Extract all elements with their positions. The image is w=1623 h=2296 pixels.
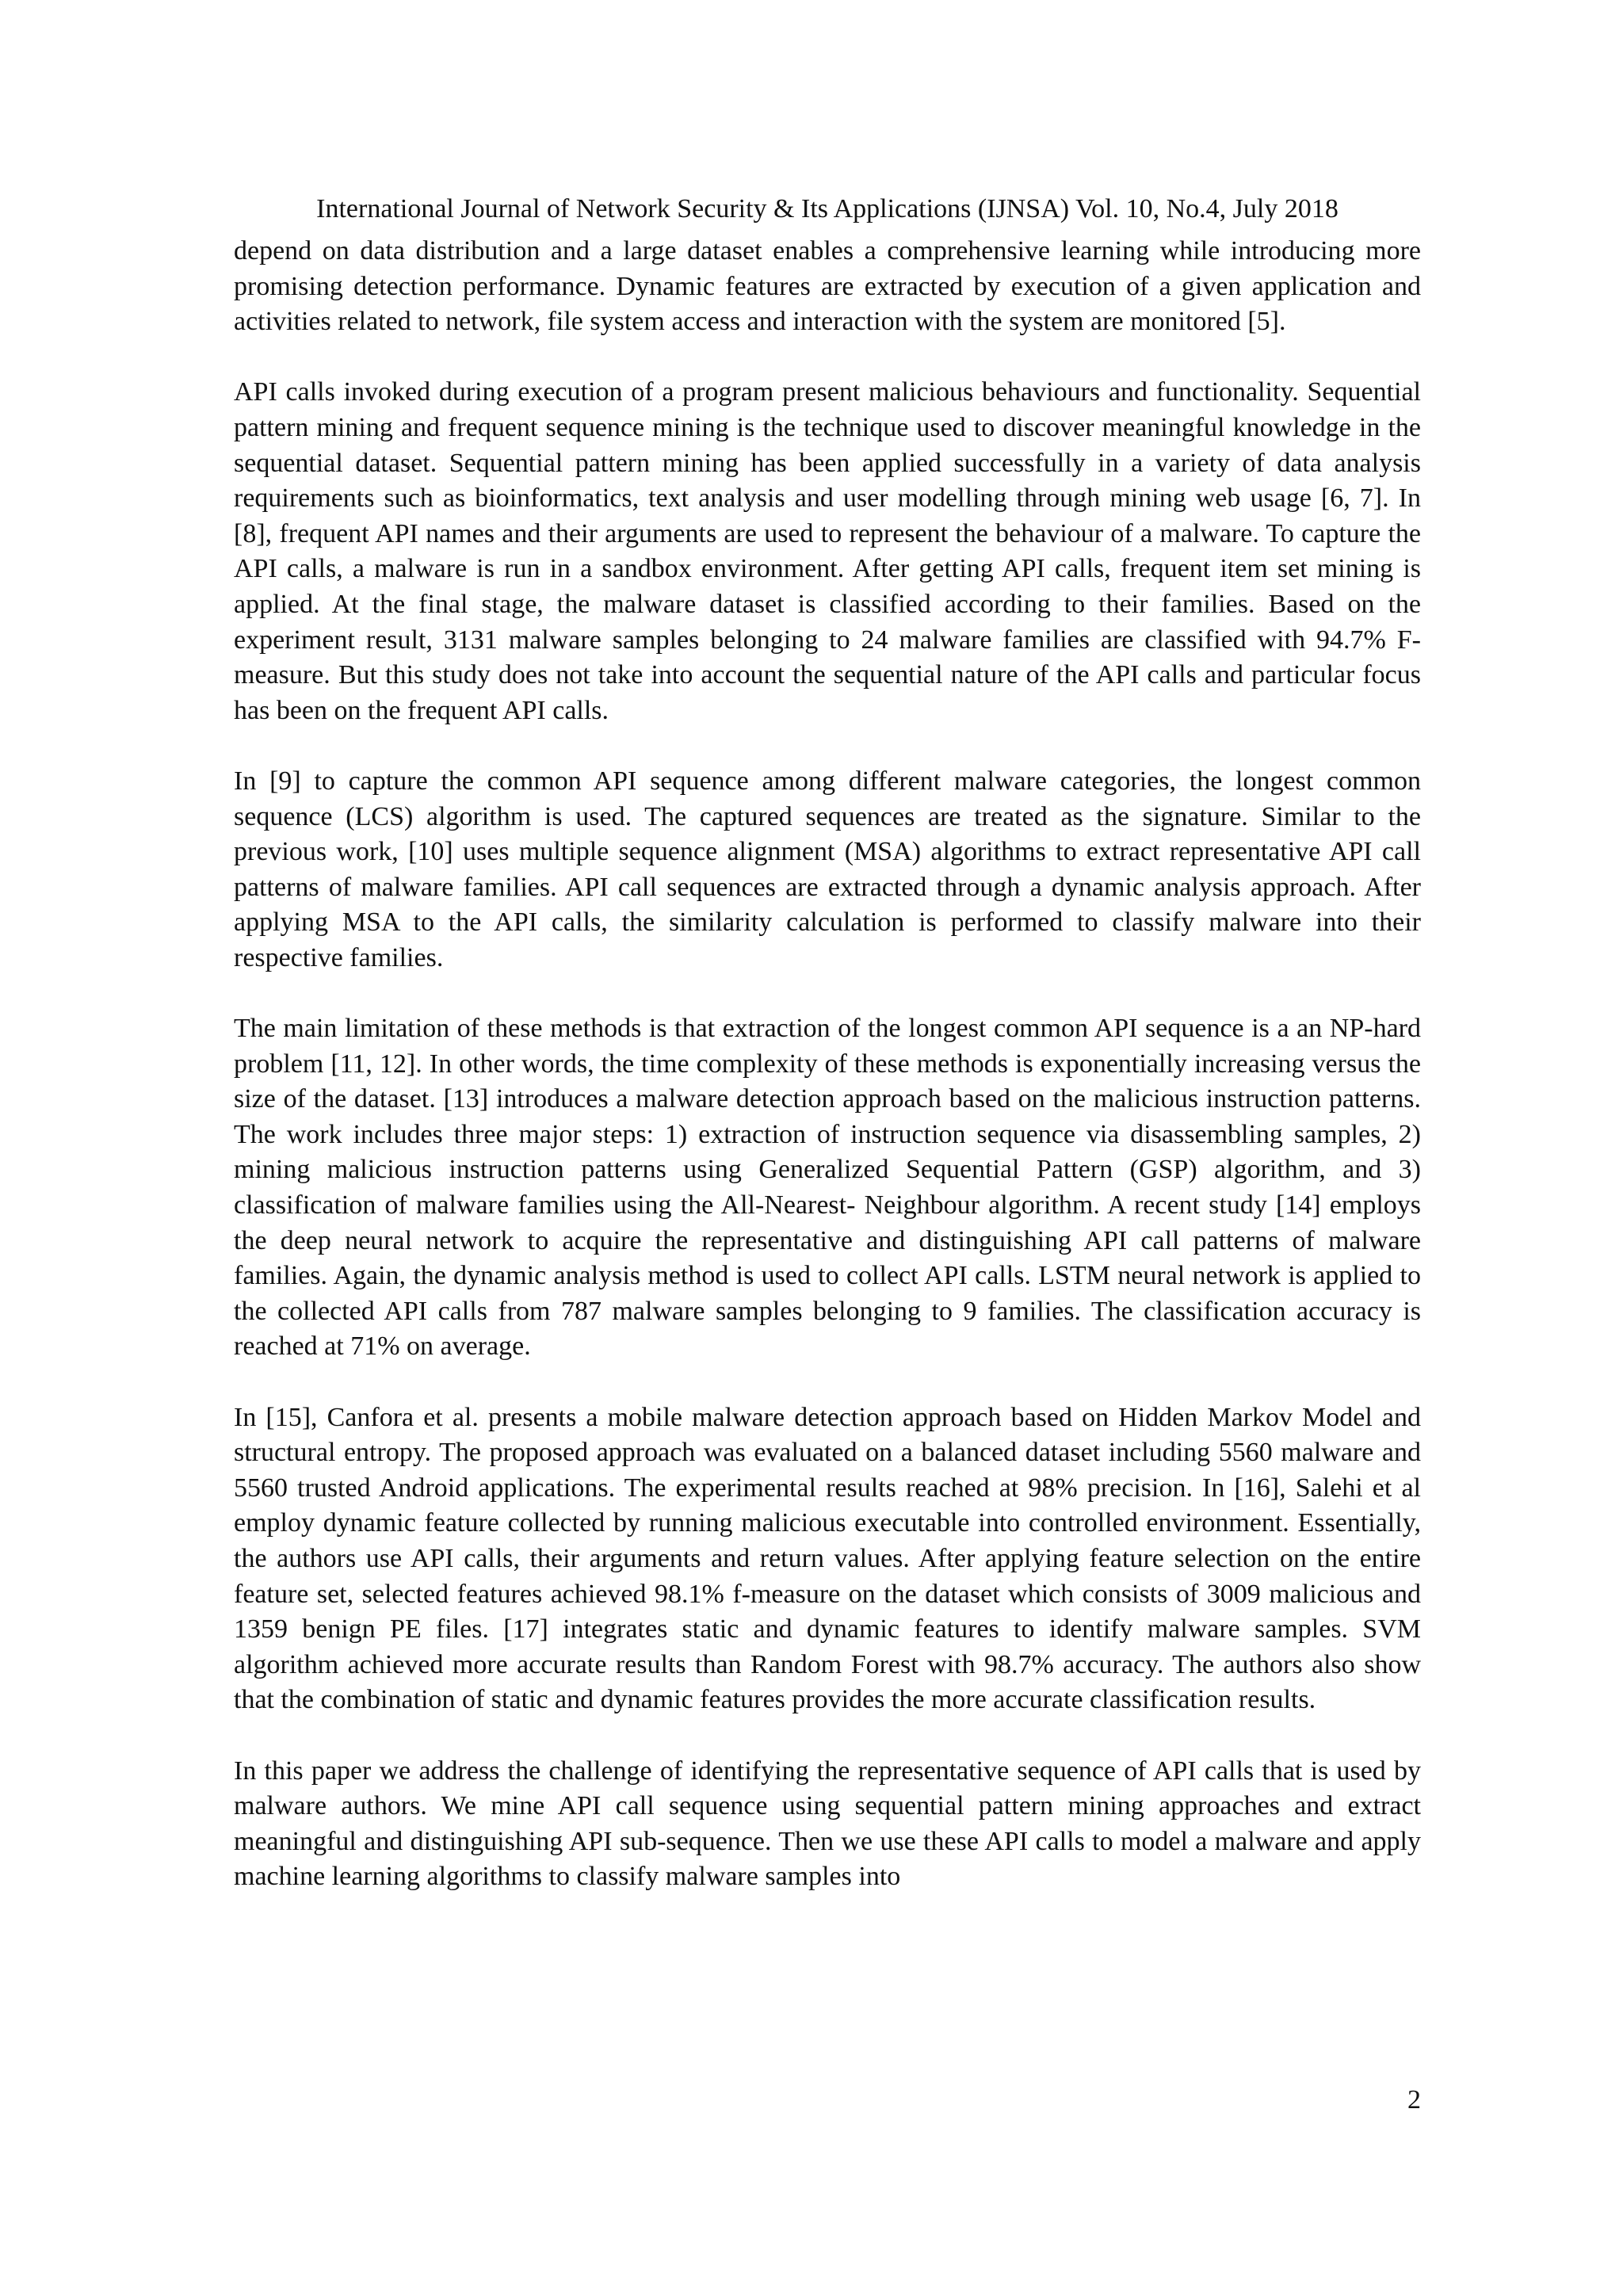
paragraph-5: In [15], Canfora et al. presents a mobile malware detection approach based on Hidden Markov Model and structural entropy. The proposed approach was evaluated on a balanced dataset including 5560 malware and 5560 trusted Android applications. The experimental results reached at 98% precision. In [16], Salehi et al employ dynamic feature collected by running malicious executable into controlled environment. Essentially, the authors use API calls, their arguments and return values. After applying feature selection on the entire feature set, selected features achieved 98.1% f-measure on the dataset which consists of 3009 malicious and 1359 benign PE files. [17] integrates static and dynamic features to identify malware samples. SVM algorithm achieved more accurate results than Random Forest with 98.7% accuracy. The authors also show that the combination of static and dynamic features provides the more accurate classification results. [234, 1402, 1421, 1715]
paragraph-4: The main limitation of these methods is that extraction of the longest common API sequence is a an NP-hard problem [11, 12]. In other words, the time complexity of these methods is exponentially increasing versus the size of the dataset. [13] introduces a malware detection approach based on the malicious instruction patterns. The work includes three major steps: 1) extraction of instruction sequence via disassembling samples, 2) mining malicious instruction patterns using Generalized Sequential Pattern (GSP) algorithm, and 3) classification of malware families using the All-Nearest- Neighbour algorithm. A recent study [14] employs the deep neural network to acquire the representative and distinguishing API call patterns of malware families. Again, the dynamic analysis method is used to collect API calls. LSTM neural network is applied to the collected API calls from 787 malware samples belonging to 9 families. The classification accuracy is reached at 71% on average. [234, 1014, 1421, 1362]
running-header: International Journal of Network Security & Its Applications (IJNSA) Vol. 10, No.4, July 2018 [316, 194, 1338, 223]
paragraph-3: In [9] to capture the common API sequence among different malware categories, the longest common sequence (LCS) algorithm is used. The captured sequences are treated as the signature. Similar to the previous work, [10] uses multiple sequence alignment (MSA) algorithms to extract representative API call patterns of malware families. API call sequences are extracted through a dynamic analysis approach. After applying MSA to the API calls, the similarity calculation is performed to classify malware into their respective families. [234, 766, 1421, 972]
paragraph-6: In this paper we address the challenge of identifying the representative sequence of API calls that is used by malware authors. We mine API call sequence using sequential pattern mining approaches and extract meaningful and distinguishing API sub-sequence. Then we use these API calls to model a malware and apply machine learning algorithms to classify malware samples into [234, 1755, 1421, 1892]
body-text [234, 234, 1421, 1895]
paragraph-1: depend on data distribution and a large dataset enables a comprehensive learning while introducing more promising detection performance. Dynamic features are extracted by execution of a given application and activities related to network, file system access and interaction with the system are monitored [5]. [234, 236, 1421, 337]
page-number: 2 [1407, 2085, 1421, 2115]
paragraph-2: API calls invoked during execution of a program present malicious behaviours and functionality. Sequential pattern mining and frequent sequence mining is the technique used to discover meaningful knowledge in the sequential dataset. Sequential pattern mining has been applied successfully in a variety of data analysis requirements such as bioinformatics, text analysis and user modelling through mining web usage [6, 7]. In [8], frequent API names and their arguments are used to represent the behaviour of a malware. To capture the API calls, a malware is run in a sandbox environment. After getting API calls, frequent item set mining is applied. At the final stage, the malware dataset is classified according to their families. Based on the experiment result, 3131 malware samples belonging to 24 malware families are classified with 94.7% F-measure. But this study does not take into account the sequential nature of the API calls and particular focus has been on the frequent API calls. [234, 377, 1421, 725]
